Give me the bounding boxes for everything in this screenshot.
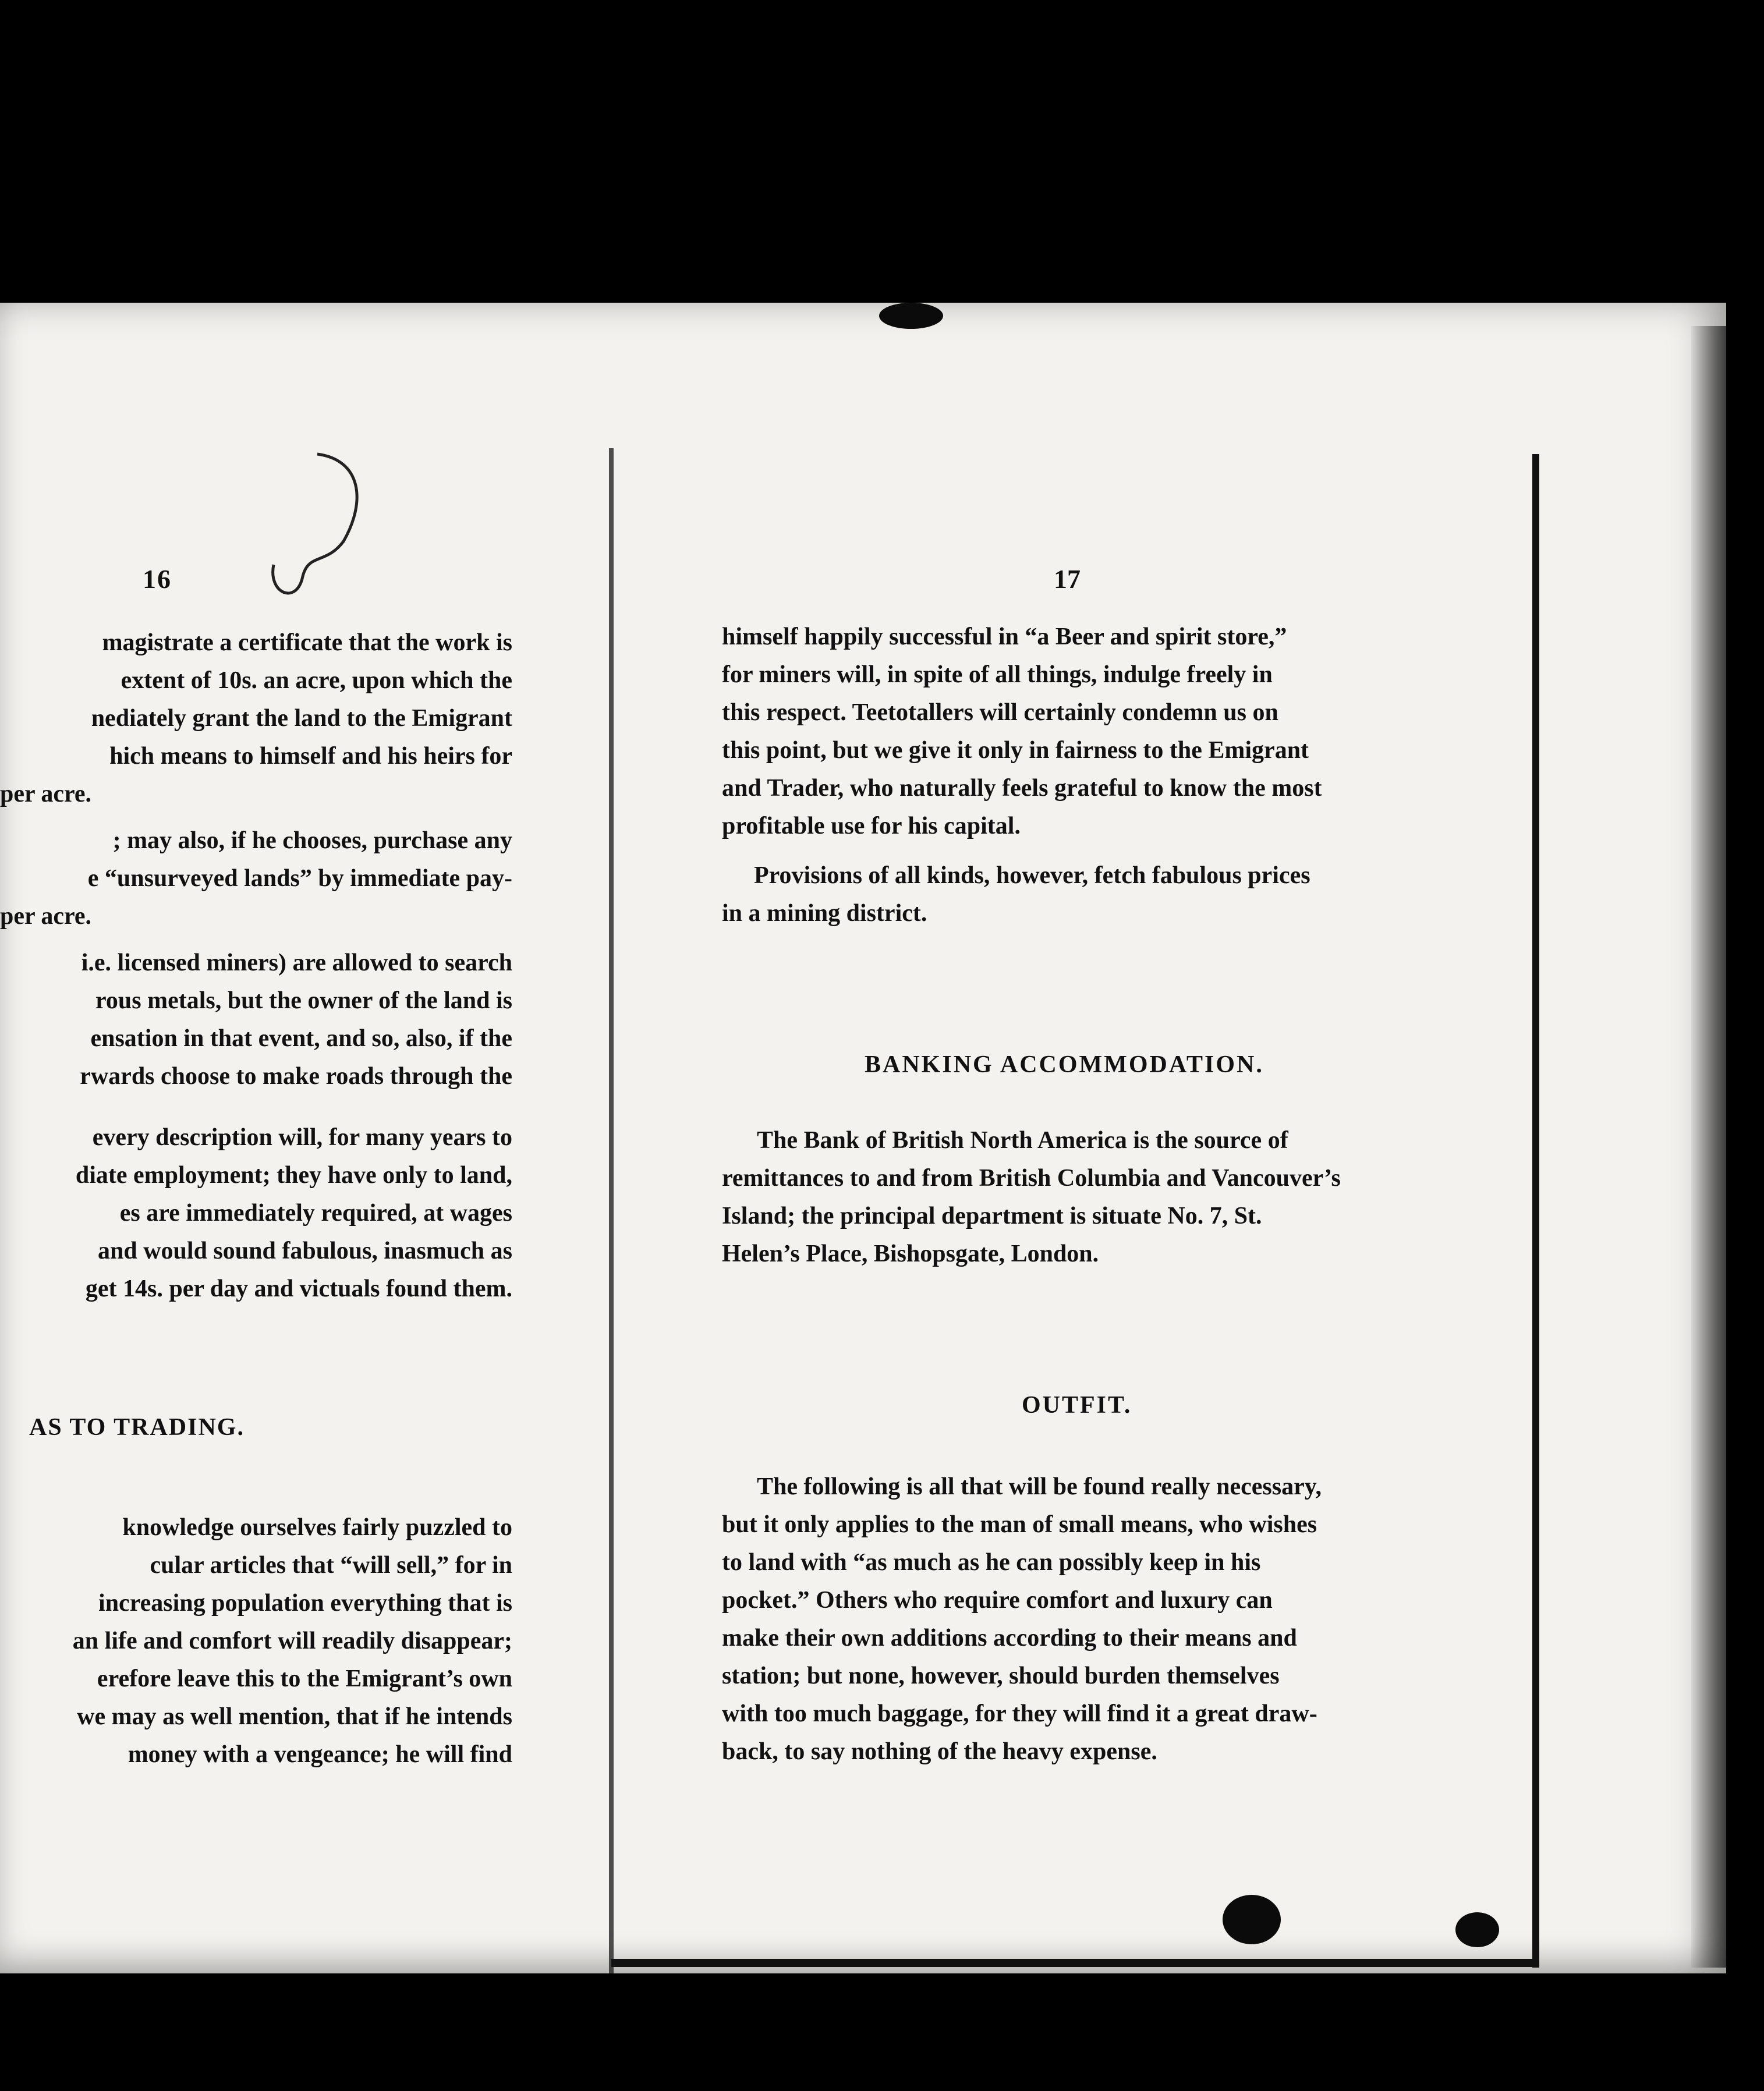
text-line: pocket.” Others who require comfort and luxury can — [722, 1587, 1273, 1614]
left-page — [0, 553, 605, 1869]
text-line: money with a vengeance; he will find — [127, 1741, 512, 1768]
text-line: station; but none, however, should burden themselves — [722, 1663, 1280, 1689]
right-page — [629, 553, 1531, 1909]
text-line: ; may also, if he chooses, purchase any — [112, 827, 512, 854]
text-line: hich means to himself and his heirs for — [109, 743, 512, 770]
text-line: every description will, for many years to — [92, 1124, 512, 1151]
text-line: this point, but we give it only in fairness to the Emigrant — [722, 737, 1309, 764]
page-right-border — [1532, 454, 1539, 1968]
text-line: get 14s. per day and victuals found them. — [85, 1275, 512, 1302]
text-line: erefore leave this to the Emigrant’s own — [97, 1665, 512, 1692]
text-line: with too much baggage, for they will find it a great draw- — [722, 1700, 1317, 1727]
text-line: The following is all that will be found really necessary, — [757, 1473, 1322, 1500]
text-line: and Trader, who naturally feels grateful to know the most — [722, 775, 1322, 802]
page-number: 16 — [143, 564, 172, 594]
text-line: ensation in that event, and so, also, if the — [90, 1025, 512, 1052]
text-line: rwards choose to make roads through the — [80, 1063, 512, 1090]
text-line: remittances to and from British Columbia and Vancouver’s — [722, 1165, 1341, 1192]
text-line: make their own additions according to their means and — [722, 1625, 1297, 1651]
text-line: an life and comfort will readily disappear; — [72, 1628, 512, 1654]
text-line: knowledge ourselves fairly puzzled to — [122, 1514, 512, 1541]
book-gutter — [609, 448, 614, 1973]
page-bottom-border — [611, 1959, 1537, 1967]
ink-blot — [879, 303, 943, 329]
ink-blot — [1455, 1912, 1499, 1947]
text-line: profitable use for his capital. — [722, 813, 1021, 839]
text-line: es are immediately required, at wages — [119, 1200, 512, 1227]
text-line: Provisions of all kinds, however, fetch fabulous prices — [754, 862, 1310, 889]
text-line: increasing population everything that is — [98, 1590, 512, 1617]
text-line: but it only applies to the man of small means, who wishes — [722, 1511, 1317, 1538]
text-line: i.e. licensed miners) are allowed to search — [81, 949, 512, 976]
section-heading: OUTFIT. — [1022, 1392, 1132, 1419]
section-heading: AS TO TRADING. — [29, 1414, 245, 1441]
section-heading: BANKING ACCOMMODATION. — [865, 1051, 1264, 1078]
text-line: The Bank of British North America is the source of — [757, 1127, 1288, 1154]
text-line: this respect. Teetotallers will certainly condemn us on — [722, 699, 1278, 726]
text-line: diate employment; they have only to land, — [75, 1162, 512, 1189]
text-line: back, to say nothing of the heavy expense. — [722, 1738, 1157, 1765]
text-line: Helen’s Place, Bishopsgate, London. — [722, 1241, 1099, 1267]
page-edge-shadow — [1691, 326, 1738, 1968]
text-line: for miners will, in spite of all things, indulge freely in — [722, 661, 1273, 688]
scan-bottom-margin — [0, 1973, 1764, 2091]
text-line: per acre. — [0, 781, 92, 807]
text-line: in a mining district. — [722, 900, 927, 927]
text-line: e “unsurveyed lands” by immediate pay- — [87, 865, 512, 892]
text-line: magistrate a certificate that the work is — [102, 629, 512, 656]
text-line: Island; the principal department is situate No. 7, St. — [722, 1203, 1262, 1229]
page-number: 17 — [1054, 564, 1081, 594]
text-line: extent of 10s. an acre, upon which the — [121, 667, 512, 694]
text-line: and would sound fabulous, inasmuch as — [98, 1238, 512, 1264]
text-line: to land with “as much as he can possibly keep in his — [722, 1549, 1261, 1576]
text-line: nediately grant the land to the Emigrant — [91, 705, 512, 732]
text-line: we may as well mention, that if he intends — [77, 1703, 512, 1730]
text-line: per acre. — [0, 903, 92, 930]
text-line: cular articles that “will sell,” for in — [150, 1552, 512, 1579]
text-line: rous metals, but the owner of the land is — [95, 987, 512, 1014]
text-line: himself happily successful in “a Beer and spirit store,” — [722, 623, 1287, 650]
